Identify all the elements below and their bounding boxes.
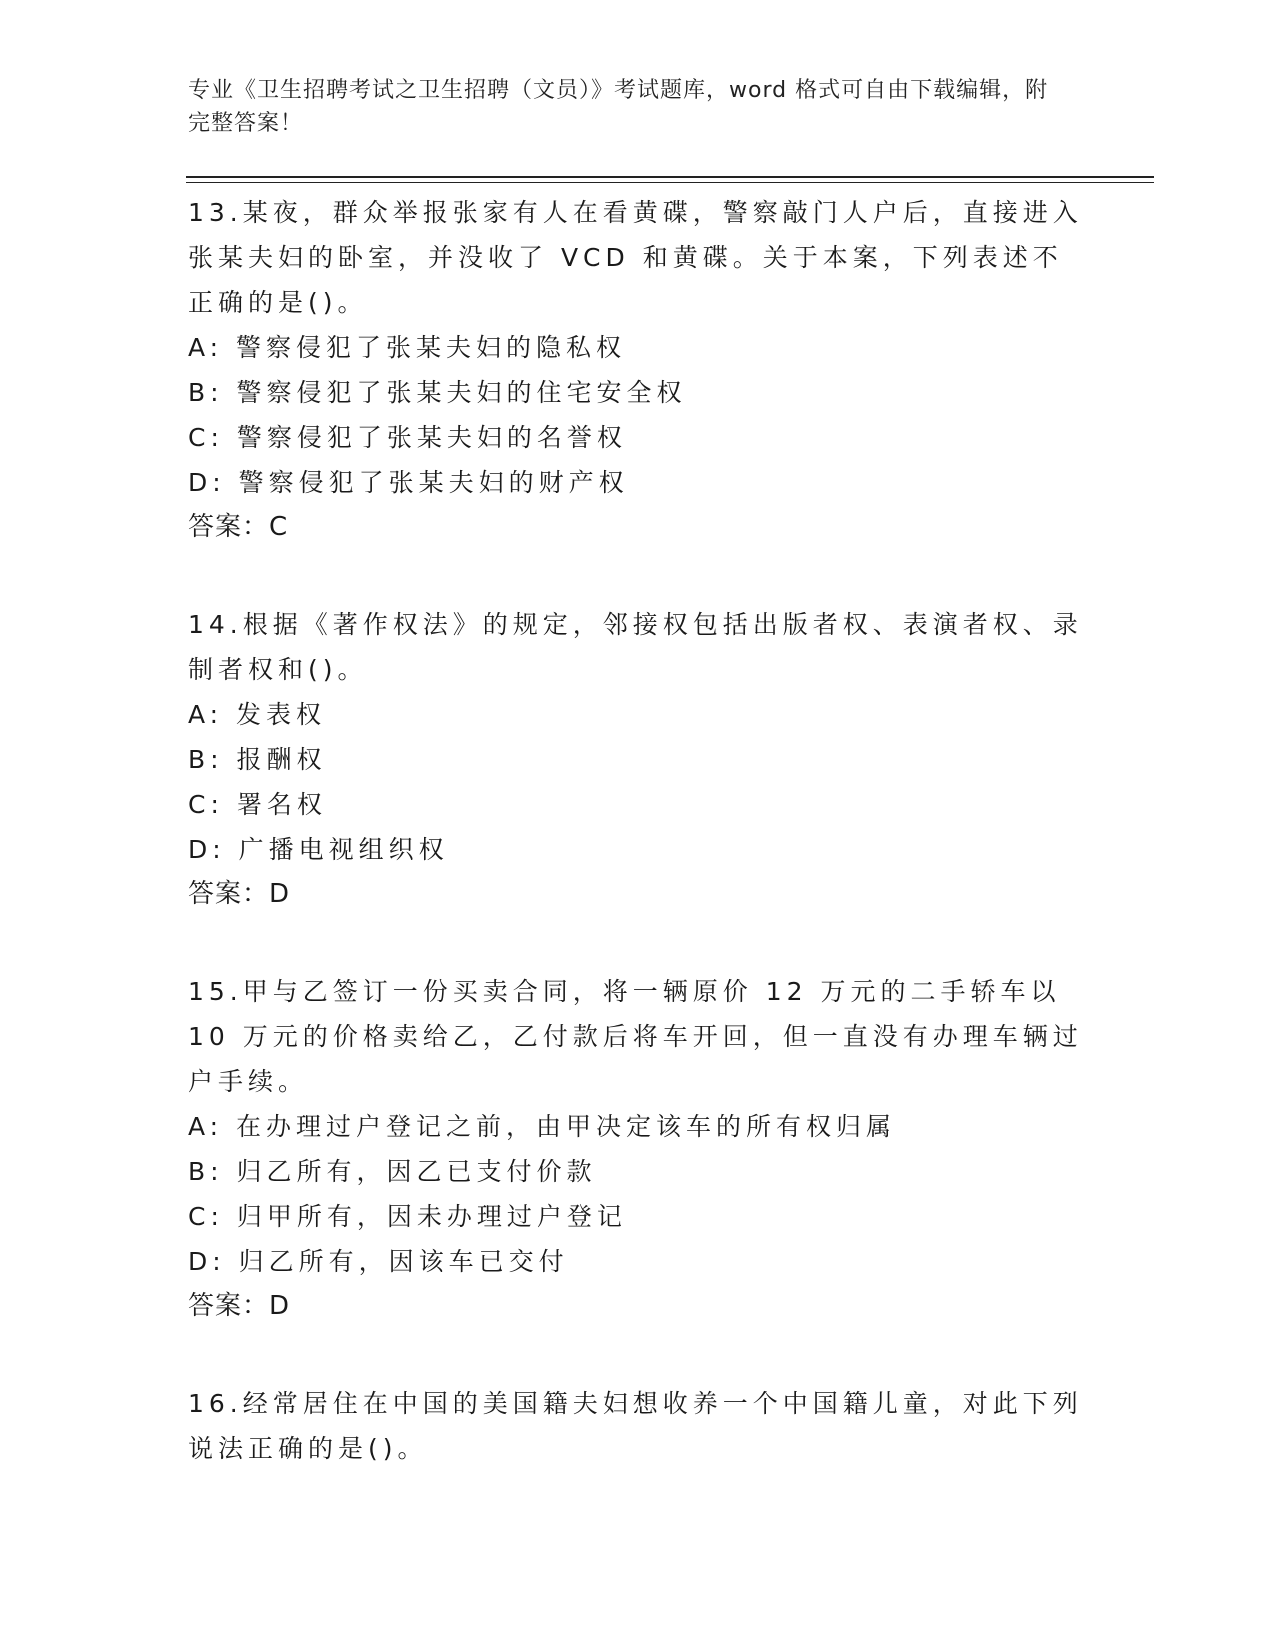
option-d: D: 归乙所有，因该车已交付 — [188, 1247, 569, 1276]
question-list — [188, 190, 1088, 1471]
option-c: C: 警察侵犯了张某夫妇的名誉权 — [188, 423, 627, 452]
option-a: A: 在办理过户登记之前，由甲决定该车的所有权归属 — [188, 1112, 897, 1141]
option-a: A: 警察侵犯了张某夫妇的隐私权 — [188, 333, 627, 362]
option-a: A: 发表权 — [188, 700, 327, 729]
answer: 答案：D — [188, 879, 291, 909]
option-c: C: 署名权 — [188, 790, 327, 819]
question-text: 13.某夜，群众举报张家有人在看黄碟，警察敲门人户后，直接进入张某夫妇的卧室，并没收了 VCD 和黄碟。关于本案，下列表述不正确的是()。 — [188, 198, 1083, 317]
option-b: B: 归乙所有，因乙已支付价款 — [188, 1157, 597, 1186]
answer: 答案：D — [188, 1291, 291, 1321]
option-b: B: 报酬权 — [188, 745, 327, 774]
answer: 答案：C — [188, 512, 289, 542]
option-c: C: 归甲所有，因未办理过户登记 — [188, 1202, 627, 1231]
document-header: 专业《卫生招聘考试之卫生招聘（文员）》考试题库，word 格式可自由下载编辑，附完整答案！ — [188, 78, 1049, 136]
option-b: B: 警察侵犯了张某夫妇的住宅安全权 — [188, 378, 687, 407]
question-text: 16.经常居住在中国的美国籍夫妇想收养一个中国籍儿童，对此下列说法正确的是()。 — [188, 1389, 1083, 1463]
header-rule-thick — [186, 176, 1154, 178]
header-rule-thin — [186, 182, 1154, 183]
question-13 — [188, 190, 1088, 550]
question-16 — [188, 1381, 1088, 1471]
option-d: D: 警察侵犯了张某夫妇的财产权 — [188, 468, 629, 497]
question-text: 15.甲与乙签订一份买卖合同，将一辆原价 12 万元的二手轿车以 10 万元的价格卖给乙，乙付款后将车开回，但一直没有办理车辆过户手续。 — [188, 977, 1083, 1096]
question-text: 14.根据《著作权法》的规定，邻接权包括出版者权、表演者权、录制者权和()。 — [188, 610, 1083, 684]
option-d: D: 广播电视组织权 — [188, 835, 449, 864]
question-15 — [188, 969, 1088, 1329]
question-14 — [188, 602, 1088, 917]
